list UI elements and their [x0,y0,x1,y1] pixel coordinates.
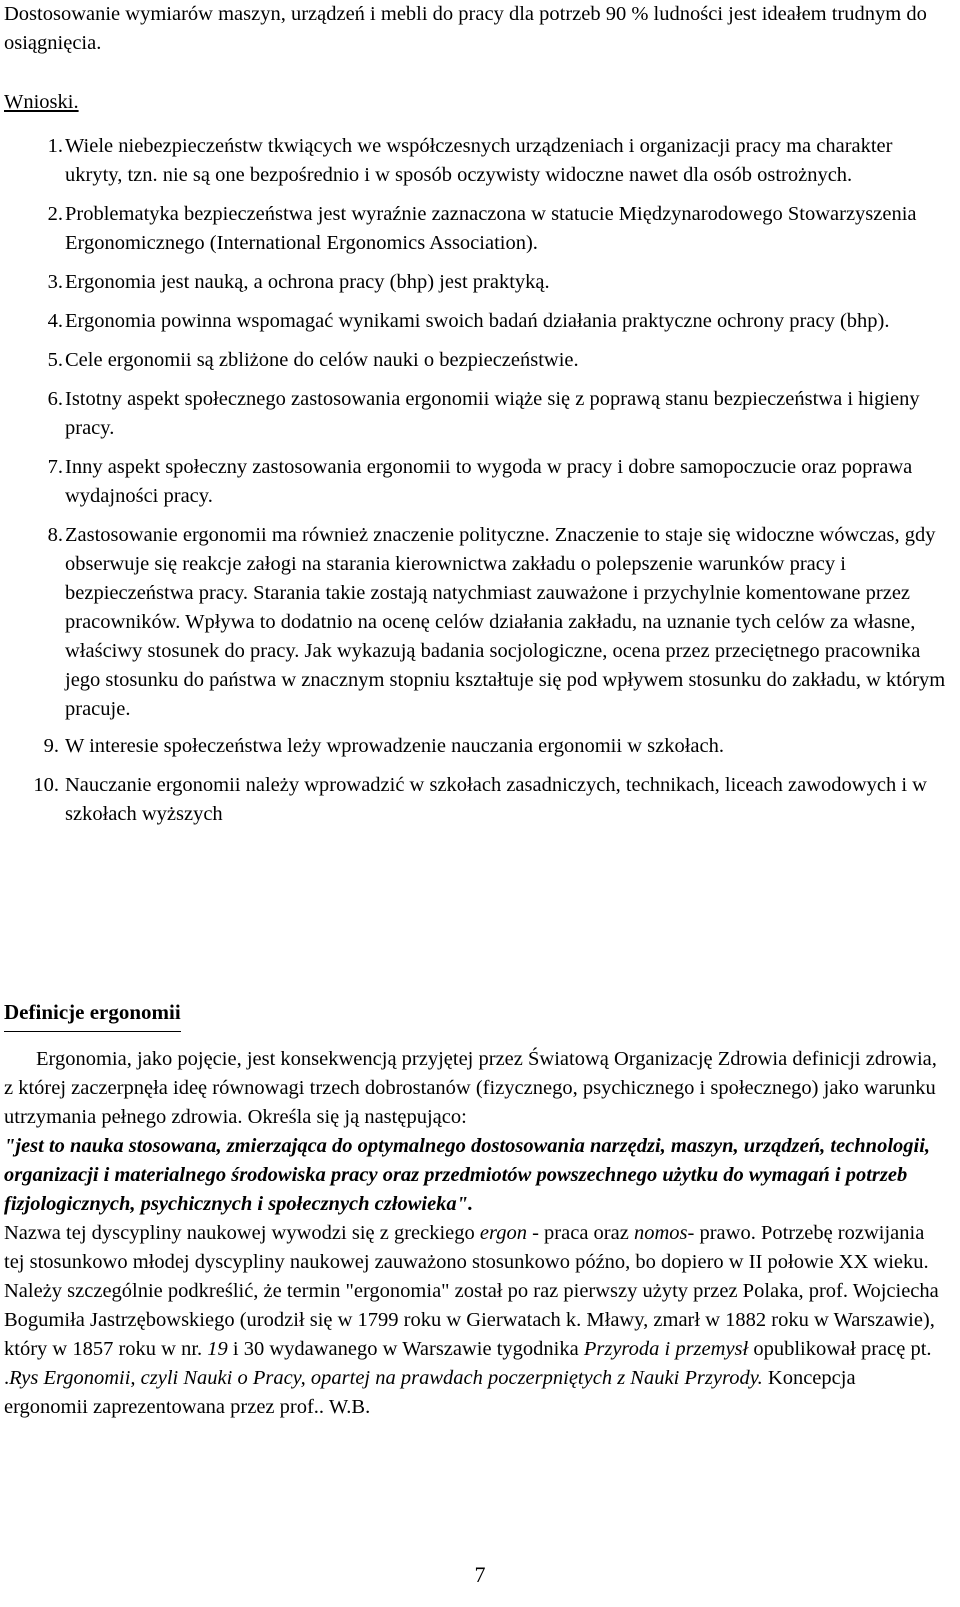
definitions-section [4,1045,942,1422]
list-item [0,268,950,297]
term-ergon: ergon [479,1222,527,1244]
list-item-text: Istotny aspekt społecznego zastosowania ergonomii wiąże się z poprawą stanu bezpieczeństwa i higieny pracy. [65,388,920,439]
section-heading: Definicje ergonomii [4,998,181,1032]
list-item-text: Wiele niebezpieczeństw tkwiących we współczesnych urządzeniach i organizacji pracy ma charakter ukryty, tzn. nie są one bezpośrednio i w sposób oczywisty widoczne nawet dla osób ostrożnych. [65,135,893,186]
list-item-number: 3. [47,271,63,293]
list-item-number: 10. [33,774,59,796]
list-item [0,732,950,761]
list-item [0,521,950,724]
list-item-text: Ergonomia jest nauką, a ochrona pracy (bhp) jest praktyką. [65,271,550,293]
list-item [0,771,950,829]
definition-paragraph: Ergonomia, jako pojęcie, jest konsekwencją przyjętej przez Światową Organizację Zdrowia definicji zdrowia, z której zaczerpnęła ideę równowagi trzech dobrostanów (fizycznego, psychicznego i społecznego) jako warunku utrzymania pełnego zdrowia. Określa się ją następująco: [4,1048,937,1128]
list-item-number: 8. [47,524,63,546]
list-item-text: Inny aspekt społeczny zastosowania ergonomii to wygoda w pracy i dobre samopoczucie oraz poprawa wydajności pracy. [65,456,913,507]
definition-quote: "jest to nauka stosowana, zmierzająca do optymalnego dostosowania narzędzi, maszyn, urządzeń, technologii, organizacji i materialnego środowiska pracy oraz przedmiotów powszechnego użytku do wymagań i potrzeb fizjologicznych, psychicznych i społecznych człowieka". [4,1135,931,1215]
list-item-text: Nauczanie ergonomii należy wprowadzić w szkołach zasadniczych, technikach, liceach zawodowych i w szkołach wyższych [65,774,927,825]
list-item-text: W interesie społeczeństwa leży wprowadzenie nauczania ergonomii w szkołach. [65,735,724,757]
term-nomos: nomos [633,1222,688,1244]
list-item [0,385,950,443]
text-run: Koncepcja ergonomii zaprezentowana przez prof.. W.B. [4,1367,856,1418]
conclusions-title: Wnioski. [4,91,79,113]
list-item-number: 7. [47,456,63,478]
history-paragraph [4,1219,942,1422]
list-item [0,200,950,258]
list-item-number: 5. [47,349,63,371]
list-item-number: 6. [47,388,63,410]
list-item [0,132,950,190]
journal-title: Przyroda i przemysł [583,1338,749,1360]
work-title: Rys Ergonomii, czyli Nauki o Pracy, opartej na prawdach poczerpniętych z Nauki Przyrody. [9,1367,763,1389]
list-item-text: Zastosowanie ergonomii ma również znaczenie polityczne. Znaczenie to staje się widoczne wówczas, gdy obserwuje się reakcje załogi na starania kierownictwa zakładu o polepszenie warunków pracy i bezpieczeństwa pracy. Starania takie zostają natychmiast zauważone i przychylnie komentowane przez pracowników. Wpływa to dodatnio na ocenę celów działania zakładu, na uznanie tych celów za własne, właściwy stosunek do pracy. Jak wykazują badania socjologiczne, ocena przez przeciętnego pracownika jego stosunku do państwa w znacznym stopniu kształtuje się pod wpływem stosunku do zakładu, w którym pracuje. [65,524,946,720]
text-run: opublikował pracę pt. . [4,1338,932,1389]
list-item [0,346,950,375]
page-number: 7 [474,1562,486,1587]
text-run: - praca oraz [526,1222,634,1244]
text-run: i 30 wydawanego w Warszawie tygodnika [227,1338,584,1360]
list-item-number: 1. [47,135,63,157]
intro-paragraph: Dostosowanie wymiarów maszyn, urządzeń i mebli do pracy dla potrzeb 90 % ludności jest ideałem trudnym do osiągnięcia. [4,3,927,54]
text-run: - prawo. Potrzebę rozwijania tej stosunkowo młodej dyscypliny naukowej zauważono stosunkowo późno, bo dopiero w II połowie XX wieku. Należy szczególnie podkreślić, że termin "ergonomia" został po raz pierwszy użyty przez Polaka, prof. Wojciecha Bogumiła Jastrzębowskiego (urodził się w 1799 roku w Gierwatach k. Mławy, zmarł w 1882 roku w Warszawie), który w 1857 roku w nr. [4,1222,939,1360]
list-item-number: 9. [43,735,59,757]
issue-number: 19 [207,1338,228,1360]
list-item-number: 2. [47,203,63,225]
list-item-text: Cele ergonomii są zbliżone do celów nauki o bezpieczeństwie. [65,349,579,371]
list-item [0,453,950,511]
list-item [0,307,950,336]
list-item-text: Problematyka bezpieczeństwa jest wyraźnie zaznaczona w statucie Międzynarodowego Stowarzyszenia Ergonomicznego (International Ergonomics Association). [65,203,917,254]
conclusions-list [0,132,950,839]
list-item-text: Ergonomia powinna wspomagać wynikami swoich badań działania praktyczne ochrony pracy (bhp). [65,310,890,332]
text-run: Nazwa tej dyscypliny naukowej wywodzi się z greckiego [4,1222,480,1244]
list-item-number: 4. [47,310,63,332]
